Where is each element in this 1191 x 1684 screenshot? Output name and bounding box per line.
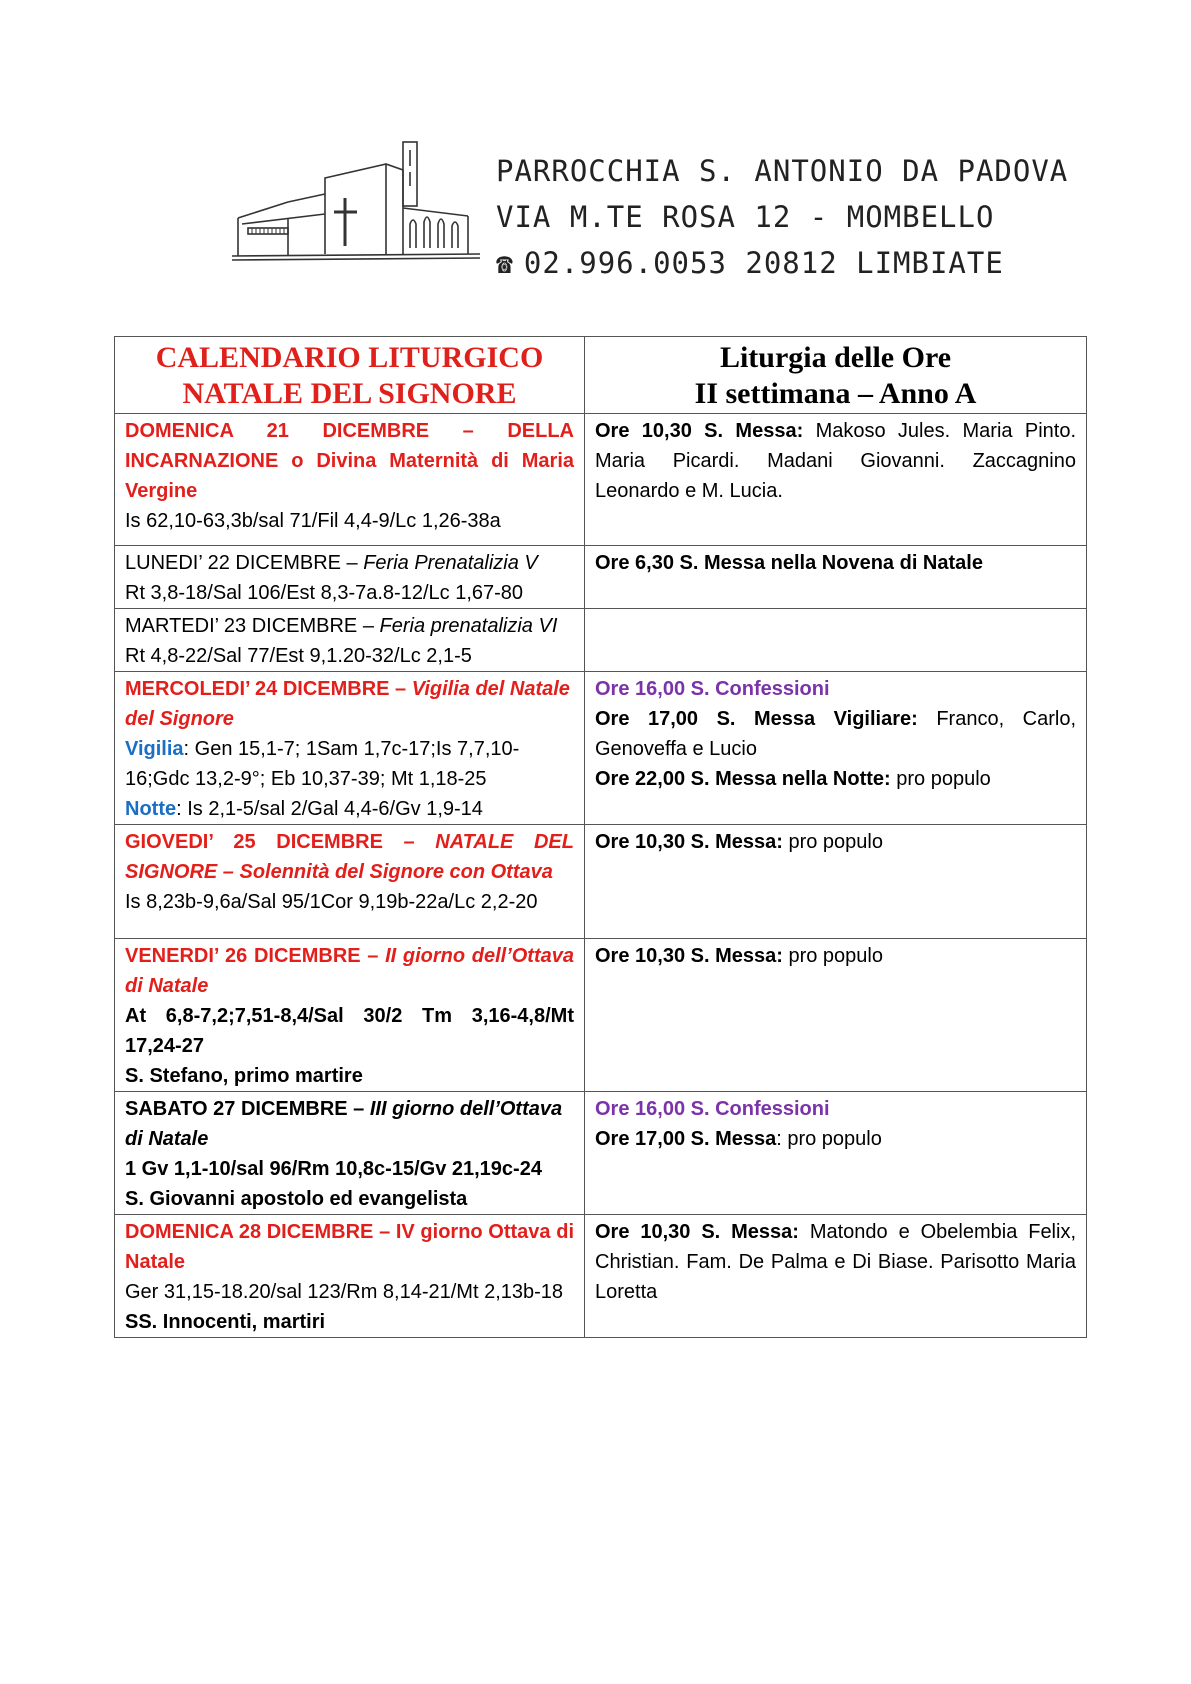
mass-label: Ore 17,00 S. Messa Vigiliare: xyxy=(595,708,918,730)
day-title: MERCOLEDI’ 24 DICEMBRE – xyxy=(125,678,412,700)
readings: At 6,8-7,2;7,51-8,4/Sal 30/2 Tm 3,16-4,8/Mt 17,24-27 xyxy=(125,1005,574,1057)
liturgy-title-line1: Liturgia delle Ore xyxy=(719,341,952,374)
saint-of-day: S. Stefano, primo martire xyxy=(125,1065,363,1087)
mass-intentions: : pro populo xyxy=(776,1128,882,1150)
day-cell xyxy=(115,546,585,609)
day-subtitle: Feria Prenatalizia V xyxy=(363,552,538,574)
day-title: DOMENICA 28 DICEMBRE – IV giorno Ottava di Natale xyxy=(125,1221,574,1273)
day-title: MARTEDI’ 23 DICEMBRE – xyxy=(125,615,380,637)
mass-label: Ore 10,30 S. Messa: xyxy=(595,420,804,442)
mass-label: Ore 6,30 S. Messa nella Novena di Natale xyxy=(595,552,983,574)
mass-intentions: Franco, Carlo, Genoveffa e Lucio xyxy=(595,708,1077,760)
calendar-title-line2: NATALE DEL SIGNORE xyxy=(182,377,517,410)
mass-label: Ore 22,00 S. Messa nella Notte: xyxy=(595,768,891,790)
day-cell xyxy=(115,1215,585,1338)
confession-time: Ore 16,00 S. Confessioni xyxy=(595,1098,830,1120)
day-subtitle: NATALE DEL SIGNORE – Solennità del Signore con Ottava xyxy=(125,831,574,883)
day-title: LUNEDI’ 22 DICEMBRE – xyxy=(125,552,364,574)
table-row xyxy=(115,414,1087,546)
parish-name: PARROCCHIA S. ANTONIO DA PADOVA xyxy=(496,154,1069,188)
table-row xyxy=(115,609,1087,672)
mass-cell xyxy=(585,609,1087,672)
mass-intentions: pro populo xyxy=(890,768,991,790)
table-row xyxy=(115,1215,1087,1338)
readings: Rt 3,8-18/Sal 106/Est 8,3-7a.8-12/Lc 1,67-80 xyxy=(125,582,524,604)
mass-cell xyxy=(585,1092,1087,1215)
day-title: DOMENICA 21 DICEMBRE – DELLA INCARNAZIONE o Divina Maternità di Maria Vergine xyxy=(125,420,574,502)
day-cell xyxy=(115,414,585,546)
mass-label: Ore 10,30 S. Messa: xyxy=(595,831,783,853)
mass-cell xyxy=(585,1215,1087,1338)
parish-phone-line xyxy=(496,240,1068,287)
table-row xyxy=(115,939,1087,1092)
mass-cell xyxy=(585,672,1087,825)
liturgical-calendar-table xyxy=(114,336,1087,1338)
day-subtitle: Feria prenatalizia VI xyxy=(379,615,558,637)
day-title: VENERDI’ 26 DICEMBRE – xyxy=(125,945,386,967)
mass-label: Ore 10,30 S. Messa: xyxy=(595,1221,799,1243)
calendar-title-line1: CALENDARIO LITURGICO xyxy=(155,341,544,374)
telephone-icon: ☎ xyxy=(496,247,514,280)
notte-label: Notte xyxy=(125,798,177,820)
parish-address: VIA M.TE ROSA 12 - MOMBELLO xyxy=(496,200,995,234)
vigilia-readings: : Gen 15,1-7; 1Sam 1,7c-17;Is 7,7,10-16;Gdc 13,2-9°; Eb 10,37-39; Mt 1,18-25 xyxy=(125,738,520,790)
day-cell xyxy=(115,825,585,939)
table-header-row xyxy=(115,337,1087,414)
mass-cell xyxy=(585,939,1087,1092)
day-cell xyxy=(115,1092,585,1215)
mass-cell xyxy=(585,414,1087,546)
liturgy-title-line2: II settimana – Anno A xyxy=(694,377,977,410)
mass-intentions: pro populo xyxy=(782,831,883,853)
mass-intentions: Matondo e Obelembia Felix, Christian. Fam. De Palma e Di Biase. Parisotto Maria Loretta xyxy=(595,1221,1077,1303)
day-cell xyxy=(115,939,585,1092)
mass-label: Ore 17,00 S. Messa xyxy=(595,1128,777,1150)
readings: Is 62,10-63,3b/sal 71/Fil 4,4-9/Lc 1,26-38a xyxy=(125,510,501,532)
notte-readings: : Is 2,1-5/sal 2/Gal 4,4-6/Gv 1,9-14 xyxy=(176,798,483,820)
mass-cell xyxy=(585,825,1087,939)
day-subtitle: II giorno dell’Ottava di Natale xyxy=(125,945,574,997)
table-row xyxy=(115,672,1087,825)
liturgy-title xyxy=(585,337,1087,414)
mass-cell xyxy=(585,546,1087,609)
church-logo xyxy=(228,136,486,270)
readings: 1 Gv 1,1-10/sal 96/Rm 10,8c-15/Gv 21,19c-24 xyxy=(125,1158,542,1180)
readings: Is 8,23b-9,6a/Sal 95/1Cor 9,19b-22a/Lc 2,2-20 xyxy=(125,891,538,913)
parish-phone: 02.996.0053 20812 LIMBIATE xyxy=(523,246,1004,280)
readings: Ger 31,15-18.20/sal 123/Rm 8,14-21/Mt 2,13b-18 xyxy=(125,1281,564,1303)
saint-of-day: S. Giovanni apostolo ed evangelista xyxy=(125,1188,468,1210)
table-row xyxy=(115,546,1087,609)
confession-time: Ore 16,00 S. Confessioni xyxy=(595,678,830,700)
readings: Rt 4,8-22/Sal 77/Est 9,1.20-32/Lc 2,1-5 xyxy=(125,645,472,667)
mass-intentions: Makoso Jules. Maria Pinto. Maria Picardi. Madani Giovanni. Zaccagnino Leonardo e M. Lucia. xyxy=(595,420,1077,502)
letterhead xyxy=(228,136,1069,280)
table-row xyxy=(115,1092,1087,1215)
day-cell xyxy=(115,609,585,672)
table-row xyxy=(115,825,1087,939)
calendar-title xyxy=(115,337,585,414)
day-cell xyxy=(115,672,585,825)
day-subtitle: Vigilia del Natale del Signore xyxy=(125,678,570,730)
day-title: SABATO 27 DICEMBRE – xyxy=(125,1098,370,1120)
day-title: GIOVEDI’ 25 DICEMBRE – xyxy=(125,831,436,853)
mass-intentions: pro populo xyxy=(782,945,883,967)
saint-of-day: SS. Innocenti, martiri xyxy=(125,1311,326,1333)
mass-label: Ore 10,30 S. Messa: xyxy=(595,945,783,967)
vigilia-label: Vigilia xyxy=(125,738,184,760)
day-subtitle: III giorno dell’Ottava di Natale xyxy=(125,1098,563,1150)
